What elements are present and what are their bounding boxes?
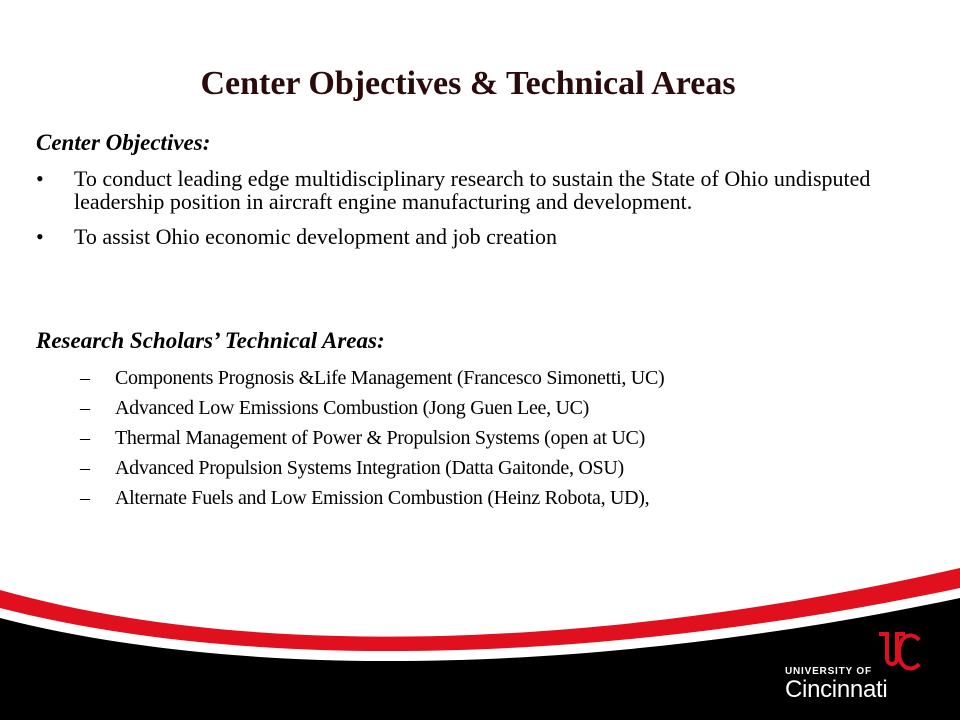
- logo-wordmark: Cincinnati: [785, 676, 888, 703]
- objective-text: To conduct leading edge multidisciplinary research to sustain the State of Ohio undisputed leadership position in aircraft engine manufacturing and development.: [74, 166, 871, 214]
- technical-area-item: [80, 483, 880, 513]
- slide-title: Center Objectives & Technical Areas: [200, 65, 736, 102]
- technical-area-item: [80, 363, 880, 393]
- technical-area-item: [80, 393, 880, 423]
- technical-area-text: Alternate Fuels and Low Emission Combustion (Heinz Robota, UD),: [115, 487, 650, 509]
- dash-marker: –: [80, 367, 90, 389]
- university-logo: [785, 630, 945, 710]
- bullet-marker: •: [36, 224, 44, 249]
- bullet-marker: •: [36, 166, 44, 191]
- technical-area-text: Advanced Low Emissions Combustion (Jong Guen Lee, UC): [115, 397, 590, 419]
- uc-mark-icon: [873, 630, 923, 676]
- technical-area-text: Advanced Propulsion Systems Integration (Datta Gaitonde, OSU): [115, 457, 624, 479]
- objective-item: [36, 167, 896, 213]
- objective-item: [36, 225, 896, 248]
- dash-marker: –: [80, 487, 90, 509]
- technical-area-text: Components Prognosis &Life Management (Francesco Simonetti, UC): [115, 367, 665, 389]
- technical-areas-heading: Research Scholars’ Technical Areas:: [36, 328, 385, 353]
- technical-area-item: [80, 453, 880, 483]
- dash-marker: –: [80, 427, 90, 449]
- dash-marker: –: [80, 397, 90, 419]
- technical-areas-list: [80, 363, 880, 513]
- objectives-list: [36, 167, 896, 260]
- logo-university-of: UNIVERSITY OF: [785, 666, 872, 677]
- objective-text: To assist Ohio economic development and job creation: [74, 224, 557, 249]
- objectives-heading: Center Objectives:: [36, 130, 211, 155]
- technical-area-item: [80, 423, 880, 453]
- technical-area-text: Thermal Management of Power & Propulsion Systems (open at UC): [115, 427, 645, 449]
- dash-marker: –: [80, 457, 90, 479]
